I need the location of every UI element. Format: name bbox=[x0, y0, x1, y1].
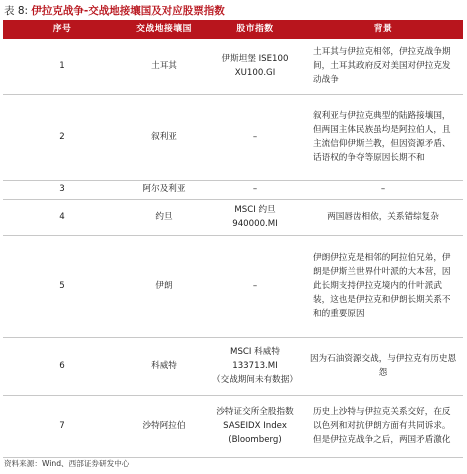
source-note: 资料来源：Wind、西部证券研发中心 bbox=[4, 459, 130, 468]
cell-no: 4 bbox=[3, 199, 121, 235]
cell-index: 沙特证交所全股指数 SASEIDX Index (Bloomberg) bbox=[207, 395, 303, 457]
cell-index: – bbox=[207, 180, 303, 199]
table-title: 伊拉克战争-交战地接壤国及对应股票指数 bbox=[31, 5, 225, 17]
cell-background: 叙利亚与伊拉克典型的陆路接壤国，但两国主体民族虽均是阿拉伯人，且主流信仰伊斯兰教，但因资源矛盾、话语权的争夺等原因长期不和 bbox=[303, 94, 463, 180]
cell-no: 2 bbox=[3, 94, 121, 180]
cell-background: 伊朗伊拉克是相邻的阿拉伯兄弟，伊朗是伊斯兰世界什叶派的大本营，因此长期支持伊拉克境内的什叶派武装，这也是伊拉克和伊朗长期关系不和的重要原因 bbox=[303, 235, 463, 337]
data-table bbox=[3, 20, 463, 458]
cell-country: 伊朗 bbox=[121, 235, 207, 337]
cell-background: 历史上沙特与伊拉克关系交好，在反以色列和对抗伊朗方面有共同诉求。但是伊拉克战争之后，两国矛盾激化 bbox=[303, 395, 463, 457]
table-row bbox=[3, 199, 463, 235]
cell-country: 土耳其 bbox=[121, 39, 207, 94]
cell-country: 科威特 bbox=[121, 337, 207, 395]
header-index: 股市指数 bbox=[207, 20, 303, 39]
cell-index: 伊斯坦堡 ISE100 XU100.GI bbox=[207, 39, 303, 94]
table-caption bbox=[4, 3, 225, 18]
cell-country: 约旦 bbox=[121, 199, 207, 235]
cell-no: 1 bbox=[3, 39, 121, 94]
cell-background: 两国唇齿相依，关系错综复杂 bbox=[303, 199, 463, 235]
table-row bbox=[3, 94, 463, 180]
cell-country: 叙利亚 bbox=[121, 94, 207, 180]
cell-index: MSCI 约旦 940000.MI bbox=[207, 199, 303, 235]
cell-background: 土耳其与伊拉克相邻，伊拉克战争期间，土耳其政府反对美国对伊拉克发动战争 bbox=[303, 39, 463, 94]
header-background: 背景 bbox=[303, 20, 463, 39]
cell-no: 5 bbox=[3, 235, 121, 337]
cell-index: MSCI 科威特 133713.MI （交战期间未有数据） bbox=[207, 337, 303, 395]
table-row bbox=[3, 395, 463, 457]
cell-background: – bbox=[303, 180, 463, 199]
cell-country: 阿尔及利亚 bbox=[121, 180, 207, 199]
table-row bbox=[3, 337, 463, 395]
cell-index: – bbox=[207, 94, 303, 180]
cell-background: 因为石油资源交战，与伊拉克有历史恩怨 bbox=[303, 337, 463, 395]
cell-no: 6 bbox=[3, 337, 121, 395]
cell-country: 沙特阿拉伯 bbox=[121, 395, 207, 457]
header-country: 交战地接壤国 bbox=[121, 20, 207, 39]
cell-no: 7 bbox=[3, 395, 121, 457]
table-row bbox=[3, 235, 463, 337]
table-number: 表 8: bbox=[4, 5, 29, 17]
table-row bbox=[3, 39, 463, 94]
table-row bbox=[3, 180, 463, 199]
table-header-row bbox=[3, 20, 463, 39]
header-no: 序号 bbox=[3, 20, 121, 39]
cell-index: – bbox=[207, 235, 303, 337]
cell-no: 3 bbox=[3, 180, 121, 199]
